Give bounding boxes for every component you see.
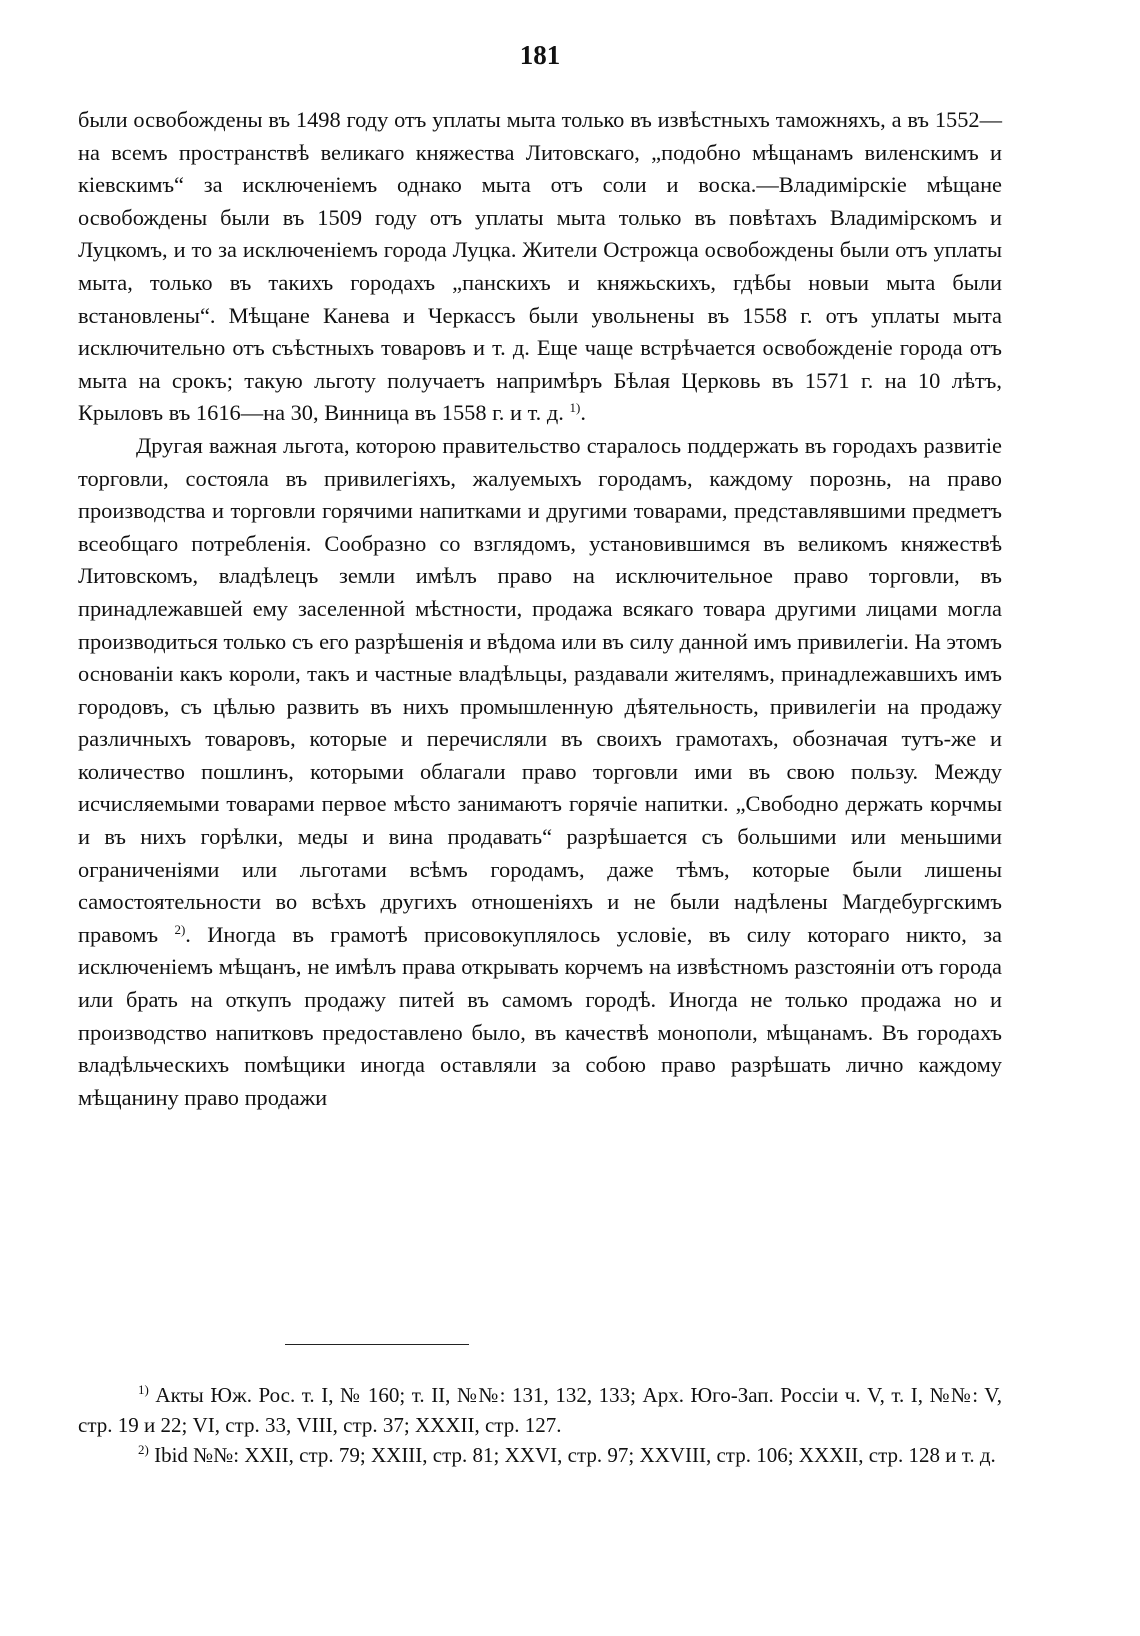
paragraph-1-end: . xyxy=(580,400,586,426)
footnote-1-mark: 1) xyxy=(138,1382,149,1397)
paragraph-2 xyxy=(78,430,1002,1114)
book-page xyxy=(78,30,1002,1620)
body-text xyxy=(78,104,1002,1114)
footnote-ref-1: 1) xyxy=(569,400,581,416)
footnotes xyxy=(78,1380,1002,1470)
footnote-2-mark: 2) xyxy=(138,1442,149,1457)
paragraph-1 xyxy=(78,104,1002,430)
footnote-divider xyxy=(285,1344,469,1345)
paragraph-2-end: . Иногда въ грамотѣ присовокуплялось условіе, въ силу котораго никто, за исключеніемъ мѣщанъ, не имѣлъ права открывать корчемъ на извѣстномъ разстояніи отъ города или брать на откупъ продажу питей въ самомъ городѣ. Иногда не только продажа но и производство напитковъ предоставлено было, въ качествѣ монополи, мѣщанамъ. Въ городахъ владѣльческихъ помѣщики иногда оставляли за собою право разрѣшать лично каждому мѣщанину право продажи xyxy=(78,921,1002,1110)
page-number: 181 xyxy=(519,40,561,70)
footnote-1-text: Акты Юж. Рос. т. I, № 160; т. II, №№: 131, 132, 133; Арх. Юго-Зап. Россіи ч. V, т. I, №№: V, стр. 19 и 22; VI, стр. 33, VIII, стр. 37; XXXII, стр. 127. xyxy=(78,1383,1002,1437)
paragraph-1-text: были освобождены въ 1498 году отъ уплаты мыта только въ извѣстныхъ таможняхъ, а въ 1552—на всемъ пространствѣ великаго княжества Литовскаго, „подобно мѣщанамъ виленскимъ и кіевскимъ“ за исключеніемъ однако мыта отъ соли и воска.—Владимірскіе мѣщане освобождены были въ 1509 году отъ уплаты мыта только въ повѣтахъ Владимірскомъ и Луцкомъ, и то за исключеніемъ города Луцка. Жители Острожца освобождены были отъ уплаты мыта, только въ такихъ городахъ „панскихъ и княжьскихъ, гдѣбы новыи мыта были встановлены“. Мѣщане Канева и Черкассъ были увольнены въ 1558 г. отъ уплаты мыта исключительно отъ съѣстныхъ товаровъ и т. д. Еще чаще встрѣчается освобожденіе города отъ мыта на срокъ; такую льготу получаетъ напримѣръ Бѣлая Церковь въ 1571 г. на 10 лѣтъ, Крыловъ въ 1616—на 30, Винница въ 1558 г. и т. д. xyxy=(78,107,1002,426)
footnote-ref-2: 2) xyxy=(174,921,186,937)
paragraph-2-text: Другая важная льгота, которою правительство старалось поддержать въ городахъ развитіе торговли, состояла въ привилегіяхъ, жалуемыхъ городамъ, каждому порознь, на право производства и торговли горячими напитками и другими товарами, представлявшими предметъ всеобщаго потребленія. Сообразно со взглядомъ, установившимся въ великомъ княжествѣ Литовскомъ, владѣлецъ земли имѣлъ право на исключительное право торговли, въ принадлежавшей ему заселенной мѣстности, продажа всякаго товара другими лицами могла производиться только съ его разрѣшенія и вѣдома или въ силу данной имъ привилегіи. На этомъ основаніи какъ короли, такъ и частные владѣльцы, раздавали жителямъ, принадлежавшихъ имъ городовъ, съ цѣлью развить въ нихъ промышленную дѣятельность, привилегіи на продажу различныхъ товаровъ, которые и перечисляли въ своихъ грамотахъ, обозначая тутъ-же и количество пошлинъ, которыми облагали право торговли ими въ свою пользу. Между исчисляемыми товарами первое мѣсто занимаютъ горячіе напитки. „Свободно держать корчмы и въ нихъ горѣлки, меды и вина продавать“ разрѣшается съ большими или меньшими ограниченіями или льготами всѣмъ городамъ, даже тѣмъ, которые были лишены самостоятельности во всѣхъ другихъ отношеніяхъ и не были надѣлены Магдебургскимъ правомъ xyxy=(78,432,1002,947)
footnote-1 xyxy=(78,1380,1002,1440)
footnote-2 xyxy=(78,1440,1002,1470)
footnote-2-text: Ibid №№: XXII, стр. 79; XXIII, стр. 81; XXVI, стр. 97; XXVIII, стр. 106; XXXII, стр. 128 и т. д. xyxy=(154,1443,996,1467)
